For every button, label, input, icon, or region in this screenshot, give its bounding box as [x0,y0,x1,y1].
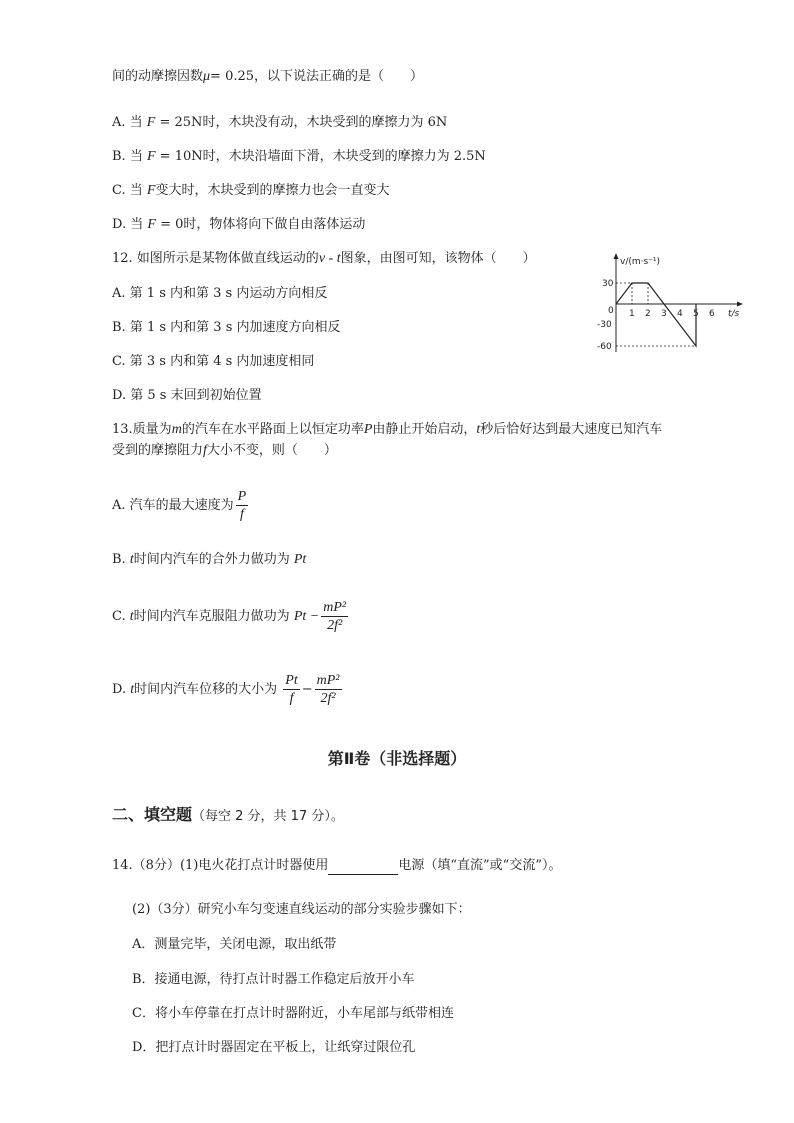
y-tick-neg30: -30 [597,320,612,330]
q12-stem: 12. 如图所示是某物体做直线运动的v - t图象，由图可知，该物体（ ） [112,251,536,266]
q12-option-b: B. 第 1 s 内和第 3 s 内加速度方向相反 [112,320,341,335]
frac-p-over-f: $\frac{P}{f}$ [237,489,247,522]
x-tick-4: 4 [677,309,683,319]
frac-pt-over-f: $\frac{Pt}{f}$ [285,673,298,706]
q13-option-d: D. t时间内汽车位移的大小为 $\frac{Pt}{f}$ − $\frac{\text{mP²}}{\text{2f²}}$ [112,673,340,706]
answer-blank[interactable] [328,860,398,875]
q13-option-b: B. t时间内汽车的合外力做功为 Pt [112,552,307,567]
y-axis-label: v/(m·s⁻¹) [620,257,661,267]
q13-option-a: A. 汽车的最大速度为 $\frac{P}{f}$ [112,489,247,522]
vt-graph [590,250,750,354]
origin-label: 0 [608,306,614,316]
q14-line2: (2)（3分）研究小车匀变速直线运动的部分实验步骤如下： [132,902,471,917]
q14-step-d: D．把打点计时器固定在平板上，让纸穿过限位孔 [132,1040,416,1055]
q12-option-d: D. 第 5 s 末回到初始位置 [112,388,262,403]
y-tick-neg60: -60 [597,342,612,352]
q13-option-c: C. t时间内汽车克服阻力做功为 Pt − $\frac{\text{mP²}}{\text{2f²}}$ [112,600,347,633]
x-tick-5: 5 [693,309,699,319]
y-axis-arrow [614,253,619,259]
q11-option-c: C. 当 F变大时，木块受到的摩擦力也会一直变大 [112,183,390,198]
q11-option-d: D. 当 F = 0时，物体将向下做自由落体运动 [112,217,366,232]
q11-option-b: B. 当 F = 10N时，木块沿墙面下滑，木块受到的摩擦力为 2.5N [112,149,486,164]
q13-stem-line2: 受到的摩擦阻力f大小不变，则（ ） [112,443,337,458]
q14-line1: 14.（8分）(1)电火花打点计时器使用 电源（填“直流”或“交流”）。 [112,858,562,873]
q13-stem-line1: 13.质量为m的汽车在水平路面上以恒定功率P由静止开始启动，t秒后恰好达到最大速度已知汽车 [112,422,663,437]
x-tick-3: 3 [661,309,667,319]
frac-mp2-over-2f2-d: $\frac{\text{mP²}}{\text{2f²}}$ [316,673,340,706]
q12-option-c: C. 第 3 s 内和第 4 s 内加速度相同 [112,354,315,369]
q12-option-a: A. 第 1 s 内和第 3 s 内运动方向相反 [112,286,328,301]
q11-option-a: A. 当 F = 25N时，木块没有动，木块受到的摩擦力为 6N [112,115,448,130]
x-tick-1: 1 [629,309,635,319]
x-axis-label: t/s [728,309,740,319]
x-axis-arrow [737,302,743,307]
q14-step-c: C．将小车停靠在打点计时器附近，小车尾部与纸带相连 [132,1006,454,1021]
x-tick-6: 6 [709,309,715,319]
part2-title: 第Ⅱ卷（非选择题） [327,749,467,768]
vt-line [616,283,696,346]
frac-mp2-over-2f2: $\frac{\text{mP²}}{\text{2f²}}$ [323,600,347,633]
q14-step-b: B．接通电源，待打点计时器工作稳定后放开小车 [132,972,415,987]
q14-step-a: A．测量完毕，关闭电源，取出纸带 [132,937,337,952]
x-tick-2: 2 [645,309,651,319]
q11-stem: 间的动摩擦因数μ= 0.25，以下说法正确的是（ ） [112,69,424,84]
y-tick-30: 30 [602,279,614,289]
fill-blank-heading: 二、填空题（每空 2 分，共 17 分）。 [112,805,344,824]
